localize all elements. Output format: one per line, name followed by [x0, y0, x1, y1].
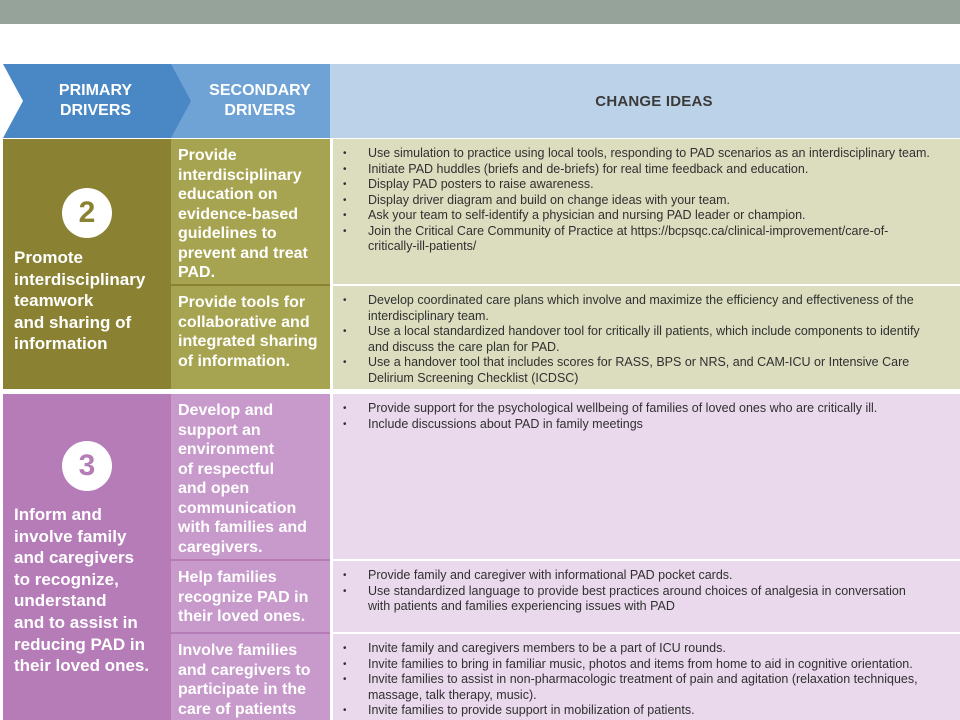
change-idea-item [339, 224, 960, 255]
primary-driver-line: teamwork [14, 291, 94, 311]
secondary-driver-line: Involve families [178, 642, 298, 659]
top-bar [0, 0, 960, 24]
secondary-driver-line: Help families [178, 569, 277, 586]
primary-driver-text [14, 247, 174, 355]
secondary-driver-line: environment [178, 441, 275, 458]
secondary-drivers-header [171, 64, 351, 138]
primary-drivers-header [3, 64, 193, 138]
change-ideas-header-label: CHANGE IDEAS [595, 92, 713, 110]
primary-driver-line: interdisciplinary [14, 269, 146, 289]
secondary-driver-line: care of patients [178, 700, 297, 718]
secondary-driver-2a [171, 139, 330, 284]
change-idea-item [339, 324, 960, 355]
change-idea-item [339, 355, 960, 386]
change-idea-line: • Ask your team to self-identify a physician and nursing PAD leader or champion. [368, 208, 806, 222]
change-idea-item [339, 703, 960, 719]
secondary-driver-line: Develop and [178, 402, 274, 419]
secondary-driver-line: caregivers. [178, 538, 263, 556]
secondary-driver-line: of respectful [178, 460, 275, 478]
change-idea-item [339, 657, 960, 673]
driver-number-badge [62, 188, 112, 238]
change-idea-line: • Provide family and caregiver with informational PAD pocket cards. [368, 568, 733, 582]
change-idea-line: • Use simulation to practice using local tools, responding to PAD scenarios as an interdisciplinary team. [368, 146, 930, 160]
change-idea-line: critically-ill-patients/ [368, 239, 477, 253]
change-idea-line: • Display driver diagram and build on change ideas with your team. [368, 192, 730, 207]
secondary-driver-line: their loved ones. [178, 608, 306, 625]
change-idea-line: Delirium Screening Checklist (ICDSC) [368, 370, 579, 385]
primary-driver-line: their loved ones. [14, 656, 150, 676]
change-idea-line: • Use a handover tool that includes scores for RASS, BPS or NRS, and CAM-ICU or Intensive Care [368, 355, 910, 369]
change-ideas-list [339, 641, 960, 719]
secondary-driver-line: PAD. [178, 264, 216, 281]
change-idea-item [339, 193, 960, 209]
change-ideas-list [339, 568, 960, 615]
secondary-driver-line: integrated sharing [178, 333, 318, 350]
change-idea-line: • Display PAD posters to raise awareness. [368, 177, 594, 191]
primary-driver-line: information [14, 334, 108, 354]
primary-driver-line: and to assist in [14, 612, 138, 632]
secondary-driver-line: Provide tools for [178, 294, 306, 311]
secondary-driver-line: education on [178, 186, 278, 203]
secondary-header-line-1: SECONDARY [209, 82, 311, 99]
change-idea-line: and discuss the care plan for PAD. [368, 339, 560, 354]
secondary-driver-2b [171, 286, 330, 389]
driver-number: 2 [78, 196, 96, 229]
primary-driver-line: Inform and [14, 505, 102, 524]
secondary-driver-line: with families and [178, 519, 307, 536]
primary-driver-text [14, 504, 174, 677]
secondary-driver-3c [171, 634, 330, 720]
secondary-driver-line: support an [178, 421, 261, 439]
change-idea-line: with patients and families experiencing issues with PAD [368, 599, 675, 613]
secondary-driver-line: and caregivers to [178, 661, 311, 679]
change-idea-line: • Use a local standardized handover tool for critically ill patients, which include components to identify [368, 324, 920, 338]
change-idea-item [339, 417, 960, 433]
secondary-driver-line: evidence-based [178, 205, 299, 223]
change-idea-item [339, 641, 960, 657]
primary-header-line-2: DRIVERS [59, 102, 132, 119]
driver-number-badge [62, 441, 112, 491]
change-idea-item [339, 672, 960, 703]
driver-number: 3 [78, 449, 96, 482]
change-idea-line: • Invite families to assist in non-pharmacologic treatment of pain and agitation (relaxation techniques, [368, 672, 918, 686]
secondary-driver-line: guidelines to [178, 225, 277, 242]
secondary-header-line-2: DRIVERS [224, 102, 296, 119]
primary-driver-line: understand [14, 591, 107, 611]
change-idea-item [339, 146, 960, 162]
secondary-driver-3b [171, 561, 330, 632]
change-idea-item [339, 293, 960, 324]
change-ideas-3c [333, 634, 960, 720]
change-idea-line: • Include discussions about PAD in family meetings [368, 416, 643, 431]
change-idea-item [339, 584, 960, 615]
change-ideas-3b [333, 561, 960, 632]
change-idea-item [339, 177, 960, 193]
secondary-driver-3a [171, 394, 330, 559]
change-idea-line: • Provide support for the psychological wellbeing of families of loved ones who are critically ill. [368, 401, 878, 415]
change-idea-line: • Join the Critical Care Community of Practice at https://bcpsqc.ca/clinical-improvement/care-of- [368, 223, 889, 238]
change-idea-item [339, 568, 960, 584]
change-ideas-list [339, 146, 960, 255]
secondary-driver-line: Provide [178, 147, 237, 164]
change-ideas-2a [333, 139, 960, 284]
change-ideas-header [330, 64, 960, 138]
change-ideas-list [339, 401, 960, 432]
primary-driver-line: and sharing of [14, 312, 132, 332]
change-idea-line: • Invite family and caregivers members to be a part of ICU rounds. [368, 641, 726, 655]
secondary-driver-line: recognize PAD in [178, 588, 309, 606]
change-idea-line: • Use standardized language to provide best practices around choices of analgesia in conversation [368, 583, 906, 598]
primary-driver-line: involve family [14, 526, 127, 546]
change-idea-line: massage, talk therapy, music). [368, 687, 537, 702]
secondary-driver-line: of information. [178, 352, 290, 370]
primary-driver-line: to recognize, [14, 569, 119, 589]
primary-driver-line: and caregivers [14, 548, 135, 568]
primary-driver-line: reducing PAD in [14, 634, 145, 654]
change-ideas-3a [333, 394, 960, 559]
secondary-driver-line: and open [178, 480, 250, 497]
change-ideas-2b [333, 286, 960, 389]
secondary-driver-line: communication [178, 499, 297, 517]
change-idea-line: • Initiate PAD huddles (briefs and de-briefs) for real time feedback and education. [368, 161, 809, 176]
secondary-driver-line: participate in the [178, 681, 307, 698]
primary-header-line-1: PRIMARY [58, 82, 133, 99]
change-idea-item [339, 162, 960, 178]
change-idea-line: interdisciplinary team. [368, 308, 489, 323]
change-idea-line: • Develop coordinated care plans which involve and maximize the efficiency and effectiveness of the [368, 293, 914, 307]
secondary-driver-line: collaborative and [178, 313, 310, 331]
change-idea-item [339, 401, 960, 417]
change-ideas-list [339, 293, 960, 386]
change-idea-line: • Invite families to bring in familiar music, photos and items from home to aid in cognitive orientation. [368, 656, 913, 671]
change-idea-line: • Invite families to provide support in mobilization of patients. [368, 703, 695, 717]
secondary-driver-line: interdisciplinary [178, 166, 302, 184]
change-idea-item [339, 208, 960, 224]
secondary-driver-line: prevent and treat [178, 244, 308, 262]
primary-driver-line: Promote [14, 248, 83, 267]
